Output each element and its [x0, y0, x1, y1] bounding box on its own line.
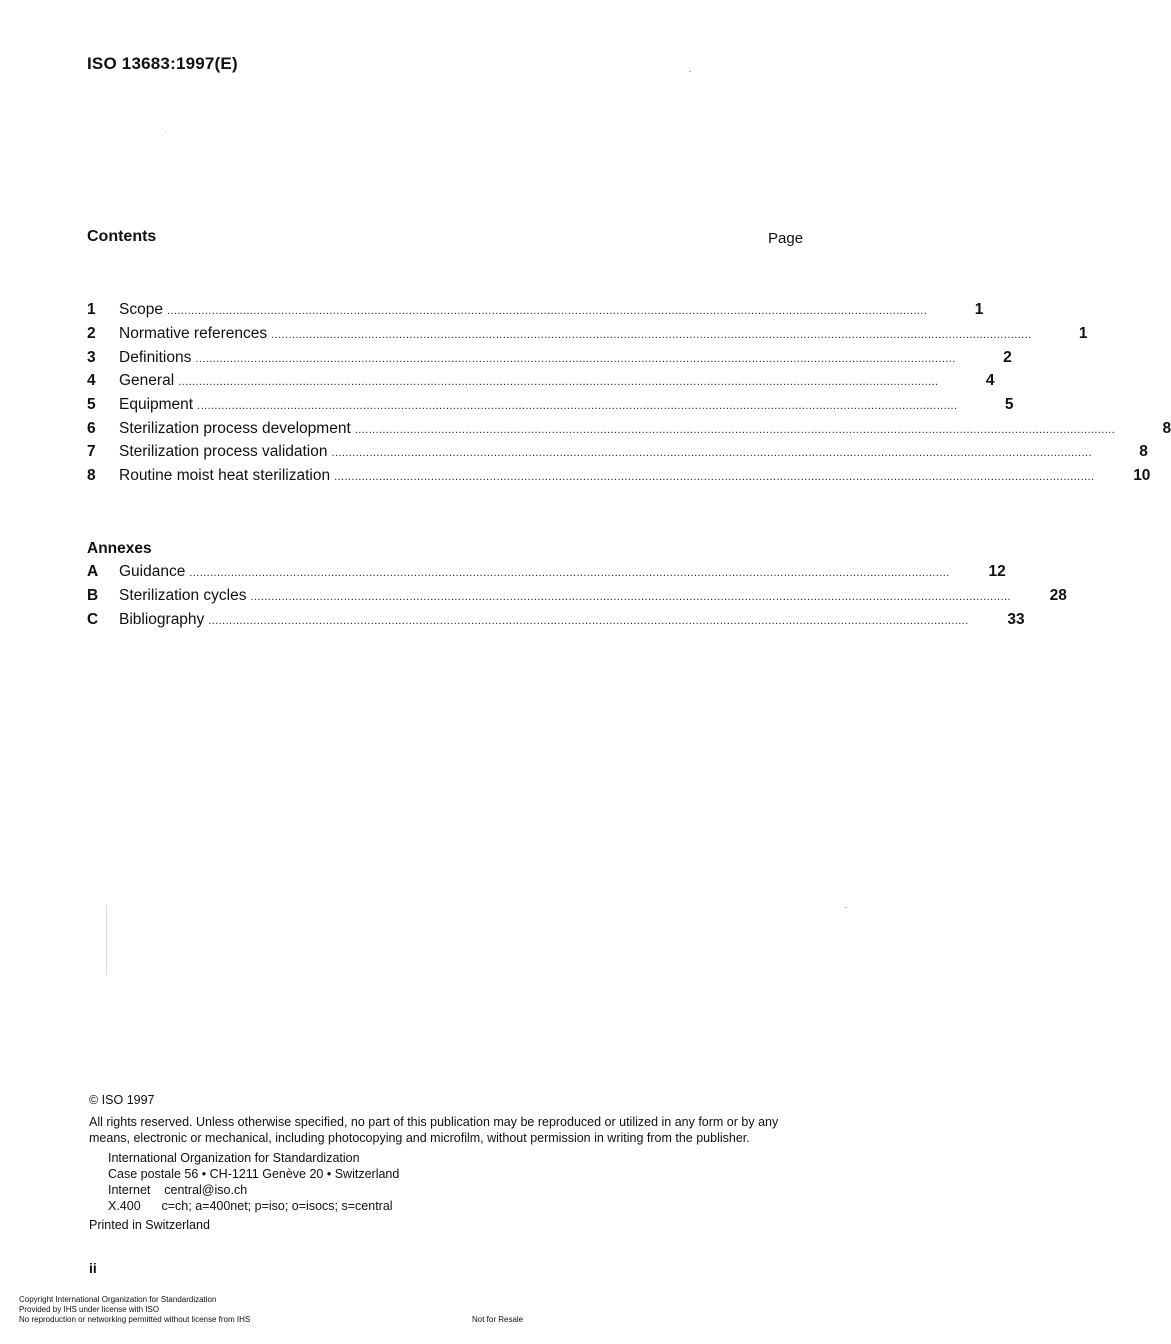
toc-number: 4	[87, 372, 96, 389]
dot-leader: ............................................................................................................................................................................................................................	[250, 591, 1011, 603]
scan-speck	[165, 132, 166, 133]
contents-heading: Contents	[87, 228, 157, 245]
copyright-notice: © ISO 1997	[89, 1093, 155, 1107]
dot-leader: ............................................................................................................................................................................................................................	[197, 400, 958, 412]
annex-letter: B	[87, 587, 99, 604]
toc-title: Definitions	[119, 349, 192, 366]
toc-title: Sterilization process validation	[119, 443, 328, 460]
dot-leader: ............................................................................................................................................................................................................................	[189, 567, 950, 579]
toc-page: 1	[1078, 325, 1088, 342]
annex-title: Guidance	[119, 563, 186, 580]
annex-page: 33	[1007, 611, 1025, 628]
copyright-block	[89, 1092, 819, 1233]
toc-page: 2	[1003, 349, 1012, 366]
toc-entry-scope[interactable]	[87, 301, 984, 323]
dot-leader: ............................................................................................................................................................................................................................	[331, 447, 1092, 459]
annex-page: 12	[988, 563, 1006, 580]
footer-line-copyright: Copyright International Organization for Standardization	[19, 1295, 217, 1304]
document-id: ISO 13683:1997(E)	[87, 54, 238, 73]
toc-page: 1	[974, 301, 984, 318]
toc-number: 2	[87, 325, 96, 342]
scan-speck	[689, 71, 691, 72]
printed-in: Printed in Switzerland	[89, 1218, 210, 1232]
toc-entry-routine-sterilization[interactable]	[87, 467, 1151, 489]
toc-page: 4	[985, 372, 995, 389]
toc-number: 8	[87, 467, 96, 484]
dot-leader: ............................................................................................................................................................................................................................	[178, 376, 939, 388]
toc-page: 8	[1162, 420, 1171, 437]
dot-leader: ............................................................................................................................................................................................................................	[195, 353, 956, 365]
page-column-label: Page	[768, 230, 804, 247]
annex-letter: C	[87, 611, 99, 628]
annex-entry-bibliography[interactable]	[87, 611, 1025, 633]
internet-address: Internet central@iso.ch	[108, 1183, 248, 1197]
annex-page: 28	[1049, 587, 1067, 604]
toc-title: Routine moist heat sterilization	[119, 467, 331, 484]
footer-line-provided: Provided by IHS under license with ISO	[19, 1305, 160, 1314]
annex-title: Sterilization cycles	[119, 587, 247, 604]
toc-entry-general[interactable]	[87, 372, 995, 394]
license-footer	[19, 1295, 250, 1325]
toc-entry-process-validation[interactable]	[87, 443, 1148, 465]
toc-number: 6	[87, 420, 96, 437]
rights-statement-line2: means, electronic or mechanical, including photocopying and microfilm, without permission in writing from the publisher.	[89, 1131, 750, 1145]
annex-letter: A	[87, 563, 99, 580]
scan-mark	[106, 905, 107, 975]
annex-entry-guidance[interactable]	[87, 563, 1006, 585]
toc-number: 1	[87, 301, 96, 318]
toc-number: 3	[87, 349, 96, 366]
scan-speck	[845, 907, 847, 908]
rights-statement-line1: All rights reserved. Unless otherwise specified, no part of this publication may be reproduced or utilized in any form or by any	[89, 1115, 779, 1129]
toc-entry-normative-references[interactable]	[87, 325, 1088, 347]
toc-entry-process-development[interactable]	[87, 420, 1171, 442]
dot-leader: ............................................................................................................................................................................................................................	[271, 329, 1032, 341]
dot-leader: ............................................................................................................................................................................................................................	[354, 424, 1116, 436]
toc-entry-equipment[interactable]	[87, 396, 1014, 418]
page-number: ii	[89, 1260, 97, 1276]
annex-entry-sterilization-cycles[interactable]	[87, 587, 1067, 609]
toc-title: Scope	[119, 301, 163, 318]
toc-number: 5	[87, 396, 96, 413]
annex-title: Bibliography	[119, 611, 205, 628]
dot-leader: ............................................................................................................................................................................................................................	[166, 305, 928, 317]
toc-entry-definitions[interactable]	[87, 349, 1012, 371]
not-for-resale: Not for Resale	[472, 1315, 524, 1324]
toc-title: Sterilization process development	[119, 420, 351, 437]
footer-line-reproduction: No reproduction or networking permitted without license from IHS	[19, 1315, 251, 1324]
toc-title: Equipment	[119, 396, 194, 413]
dot-leader: ............................................................................................................................................................................................................................	[208, 615, 969, 627]
x400-address: X.400 c=ch; a=400net; p=iso; o=isocs; s=central	[108, 1199, 393, 1213]
toc-number: 7	[87, 443, 96, 460]
toc-title: General	[119, 372, 175, 389]
toc-page: 8	[1139, 443, 1148, 460]
dot-leader: ............................................................................................................................................................................................................................	[334, 471, 1095, 483]
organization-name: International Organization for Standardization	[108, 1151, 360, 1165]
toc-title: Normative references	[119, 325, 268, 342]
annexes-heading: Annexes	[87, 540, 152, 557]
postal-address: Case postale 56 • CH-1211 Genève 20 • Switzerland	[108, 1167, 400, 1181]
toc-page: 10	[1133, 467, 1151, 484]
toc-page: 5	[1004, 396, 1014, 413]
